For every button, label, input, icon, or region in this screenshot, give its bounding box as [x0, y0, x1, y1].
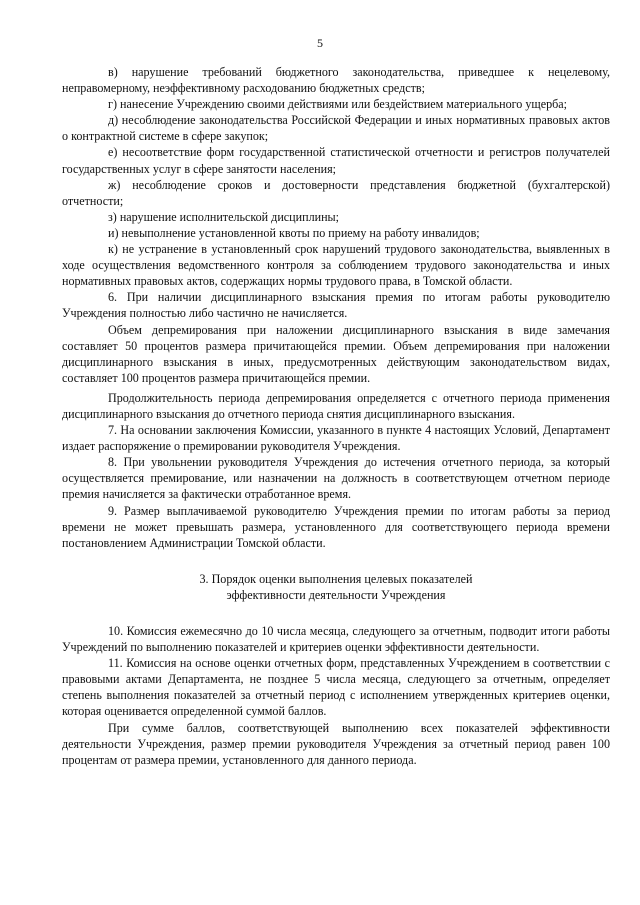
paragraph-depremium-duration: Продолжительность периода депремирования определяется с отчетного периода применения дисциплинарного взыскания до отчетного периода снятия дисциплинарного взыскания. [62, 390, 610, 421]
paragraph-zh: ж) несоблюдение сроков и достоверности представления бюджетной (бухгалтерской) отчетности; [62, 177, 610, 208]
paragraph-g: г) нанесение Учреждению своими действиями или бездействием материального ущерба; [108, 97, 568, 112]
section-heading-line1: 3. Порядок оценки выполнения целевых показателей [199, 571, 473, 586]
paragraph-v: в) нарушение требований бюджетного законодательства, приведшее к нецелевому, неправомерному, неэффективному расходованию бюджетных средств; [62, 65, 610, 96]
paragraph-11: 11. Комиссия на основе оценки отчетных форм, представленных Учреждением в соответствии с правовыми актами Департамента, не позднее 5 числа месяца, следующего за отчетным, определяет степень выполнения показателей за отчетный период с исполнением утвержденных критериев оценки, которая оценивается определенной суммой баллов. [62, 656, 610, 719]
paragraph-z: з) нарушение исполнительской дисциплины; [108, 209, 340, 224]
section-heading [62, 571, 610, 603]
document-body [62, 64, 610, 768]
paragraph-9: 9. Размер выплачиваемой руководителю Учреждения премии по итогам работы за период времени не может превышать размера, установленного для соответствующего периода времени постановлением Администрации Томской области. [62, 503, 610, 550]
paragraph-d: д) несоблюдение законодательства Российской Федерации и иных нормативных правовых актов о контрактной системе в сфере закупок; [62, 113, 610, 144]
paragraph-8: 8. При увольнении руководителя Учреждения до истечения отчетного периода, за который осуществляется премирование, или назначении на должность в соответствующем отчетном периоде премия начисляется за фактически отработанное время. [62, 455, 610, 502]
paragraph-7: 7. На основании заключения Комиссии, указанного в пункте 4 настоящих Условий, Департамент издает распоряжение о премировании руководителя Учреждения. [62, 423, 610, 454]
paragraph-6: 6. При наличии дисциплинарного взыскания премия по итогам работы руководителю Учреждения полностью либо частично не начисляется. [62, 290, 610, 321]
paragraph-k: к) не устранение в установленный срок нарушений трудового законодательства, выявленных в ходе осуществления ведомственного контроля за соблюдением трудового законодательства и иных нормативных правовых актов, содержащих нормы трудового права, в Томской области. [62, 242, 610, 289]
paragraph-depremium-volume: Объем депремирования при наложении дисциплинарного взыскания в виде замечания составляет 50 процентов размера причитающейся премии. Объем депремирования при наложении дисциплинарного взыскания в иных, предусмотренных действующим законодательством видах, составляет 100 процентов размера причитающейся премии. [62, 322, 610, 385]
paragraph-i: и) невыполнение установленной квоты по приему на работу инвалидов; [108, 225, 480, 240]
paragraph-e: е) несоответствие форм государственной статистической отчетности и регистров получателей государственных услуг в сфере занятости населения; [62, 145, 610, 176]
paragraph-score-sum: При сумме баллов, соответствующей выполнению всех показателей эффективности деятельности Учреждения, размер премии руководителя Учреждения за отчетный период равен 100 процентам от размера премии, установленного для данного периода. [62, 720, 610, 767]
paragraph-10: 10. Комиссия ежемесячно до 10 числа месяца, следующего за отчетным, подводит итоги работы Учреждений по выполнению показателей и критериев оценки эффективности деятельности. [62, 624, 610, 655]
section-heading-line2: эффективности деятельности Учреждения [226, 587, 446, 602]
page-number: 5 [317, 36, 323, 50]
